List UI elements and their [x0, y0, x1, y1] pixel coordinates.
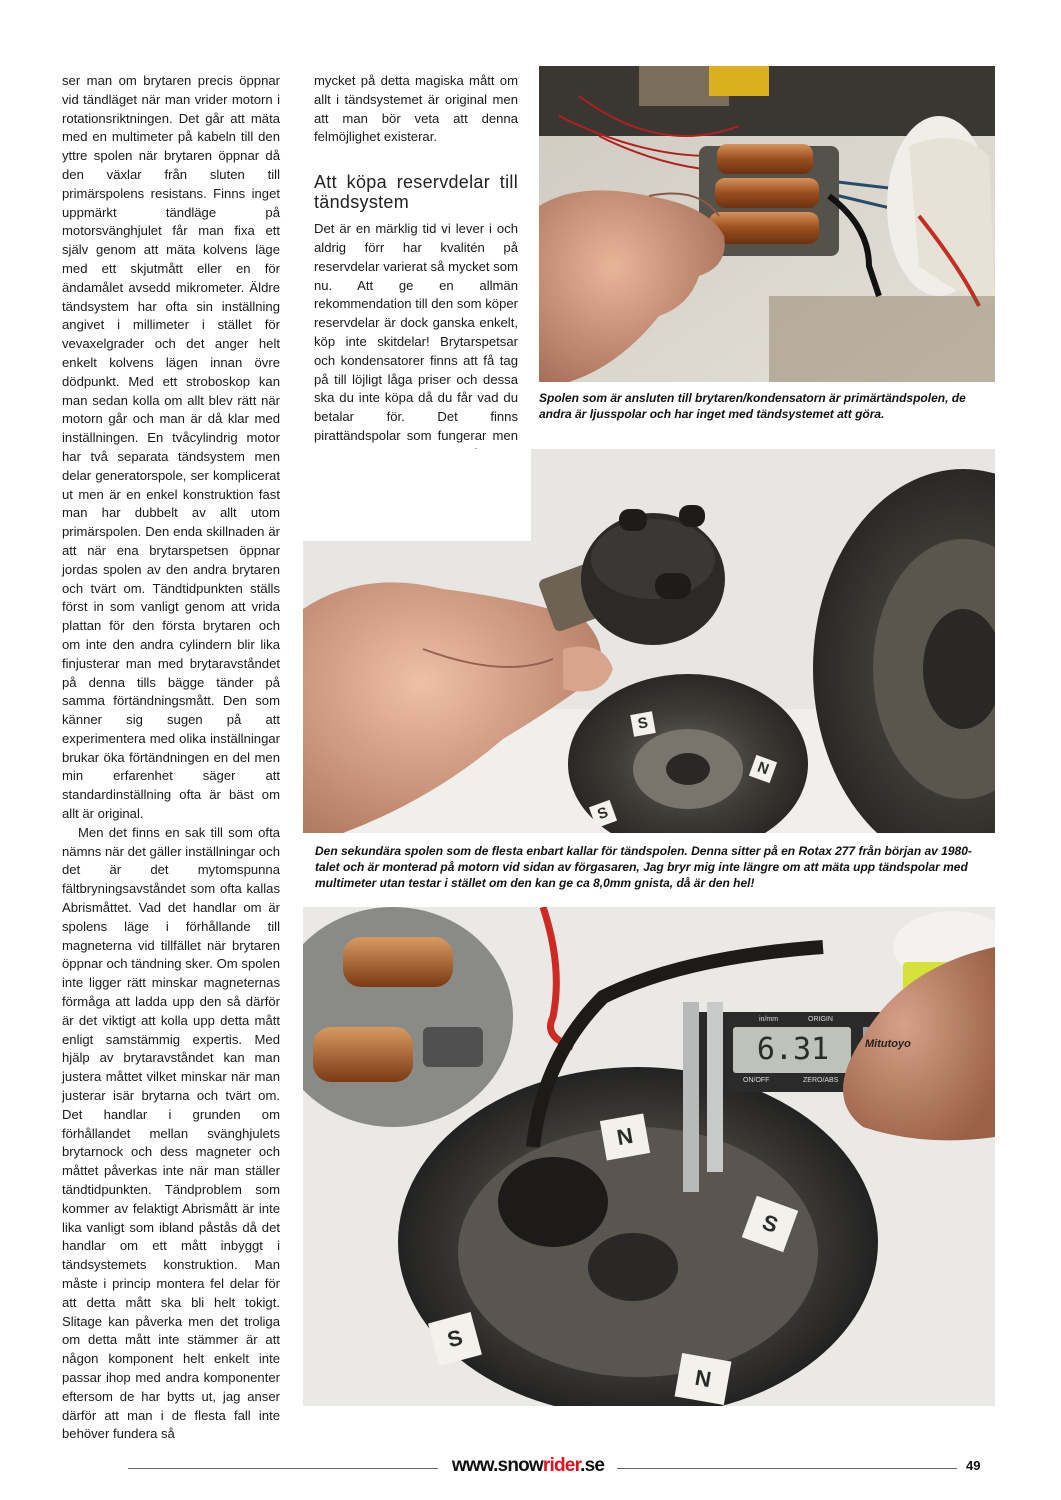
article-paragraph: Men det finns en sak till som ofta nämns när det gäller inställningar och det är det mytomspunna fältbryningsavståndet som ofta kallas Abrismåttet. Vad det handlar om är spolens läge i förhållande till magneterna vid tillfället när brytaren öppnar och tändning sker. Om spolen inte ligger rätt minskar magneternas förmåga att ladda upp den så därför är det viktigt att kolla upp detta mått enligt samstämmig expertis. Med hjälp av brytaravståndet kan man justera måttet vilket minskar när man justerar isär brytarna och tvärt om. Det handlar i grunden om förhållandet mellan svänghjulets brytarnock och dess magneter och måttet påverkas inte när man ställer tändtidpunkten. Tändproblem som kommer av felaktigt Abrismått är inte lika vanligt som ibland påstås då det handlar om ett mått inbyggt i tändsystemets konstruktion. Man måste i princip montera fel delar för att detta mått ska bli helt tokigt. Slitage kan påverka men det troliga om detta mått inte stämmer är att någon komponent helt enkelt inte passar ihop med andra komponenter eftersom de har bytts ut, jag anser därför att man i de flesta fall inte behöver fundera så	[62, 824, 280, 1442]
photo-notch	[303, 449, 531, 541]
magnet-label: S	[444, 1324, 466, 1353]
caliper-unit-label: in/mm	[759, 1016, 779, 1023]
article-paragraph: Det är en märklig tid vi lever i och aldrig förr har kvalitén på reservdelar varierat så mycket som nu. Att ge en allmän rekommendation till den som köper reservdelar är dock ganska enkelt, köp inte skitdelar! Brytarspetsar och kondensatorer finns att få tag på till löjligt låga priser och dessa ska du inte köpa då du får vad du betalar för. Det finns pirattändspolar som fungerar men	[314, 221, 518, 443]
caliper-display-reading: 6.31	[756, 1032, 830, 1067]
caliper-onoff-label: ON/OFF	[743, 1077, 770, 1084]
footer-rule-left	[128, 1468, 438, 1469]
photo-caption: Spolen som är ansluten till brytaren/kondensatorn är primärtändspolen, de andra är ljusspolar och har inget med tändsystemet att göra.	[539, 391, 966, 421]
section-heading: Att köpa reservdelar till tändsystem	[314, 172, 518, 213]
magnet-label: S	[589, 800, 617, 828]
magnet-label: N	[749, 755, 777, 783]
site-accent: rider	[542, 1455, 581, 1476]
magnet-label: N	[693, 1364, 714, 1393]
magnet-label: N	[614, 1122, 635, 1151]
caliper-brand-label: Mitutoyo	[865, 1038, 911, 1050]
page-number: 49	[966, 1458, 981, 1473]
magnet-label: S	[630, 711, 655, 736]
photo-caliper-measurement	[303, 907, 995, 1406]
photo-stator-coils	[539, 66, 995, 382]
footer-rule-right	[617, 1468, 957, 1469]
magnet-label: S	[758, 1209, 782, 1238]
footer-site-url	[438, 1455, 618, 1477]
site-prefix: www.snow	[451, 1455, 543, 1476]
article-paragraph: mycket på detta magiska mått om allt i tändsystemet är original men att man bör veta att denna felmöjlighet existerar.	[314, 73, 518, 145]
photo-caption: Den sekundära spolen som de flesta enbart kallar för tändspolen. Denna sitter på en Rotax 277 från början av 1980-talet och är monterad på motorn vid sidan av förgasaren, Jag bryr mig inte längre om att mäta upp tändspolar med multimeter utan testar i stället om den kan ge ca 8,0mm gnista, då är den hel!	[315, 844, 972, 890]
site-suffix: .se	[580, 1455, 605, 1476]
caliper-zero-label: ZERO/ABS	[803, 1077, 839, 1084]
article-column-1	[62, 72, 280, 1444]
caliper-origin-label: ORIGIN	[808, 1016, 833, 1023]
article-paragraph: ser man om brytaren precis öppnar vid tändläget när man vrider motorn i rotationsriktningen. Det går att mäta med en multimeter på kabeln till den yttre spolen när brytaren öppnar då den växlar från sluten till primärspolens resistans. Finns inget uppmärkt tändläge på motorsvänghjulet får man fixa ett själv genom att mäta kolvens läge med ett skjutmått eller en för ändamålet avsedd mikrometer. Äldre tändsystem har ofta sin inställning angivet i millimeter i stället för vevaxelgrader och det anger helt enkelt kolvens lägen innan övre dödpunkt. Med ett stroboskop kan man sedan kolla om allt blev rätt när motorn går och man är då klar med inställningen. En tvåcylindrig motor har två separata tändsystem men delar generatorspole, ser komplicerat ut men är en enkel konstruktion fast man har dubbelt av allt utom primärspolen. Den enda skillnaden är att när ena brytarspetsen öppnar jordas spolen av den andra brytaren och tvärt om. Tändtidpunkten ställs först in som vanligt genom att vrida plattan för den första brytaren och om inte den andra cylindern blir lika finjusterar man med brytaravståndet på denna tills bägge tänder på samma förtändningsmått. Den som känner sig sugen på att experimentera med olika inställningar brukar öka förtändningen en del men min erfarenhet säger att standardinställning ofta är bäst om allt är original.	[62, 73, 280, 822]
